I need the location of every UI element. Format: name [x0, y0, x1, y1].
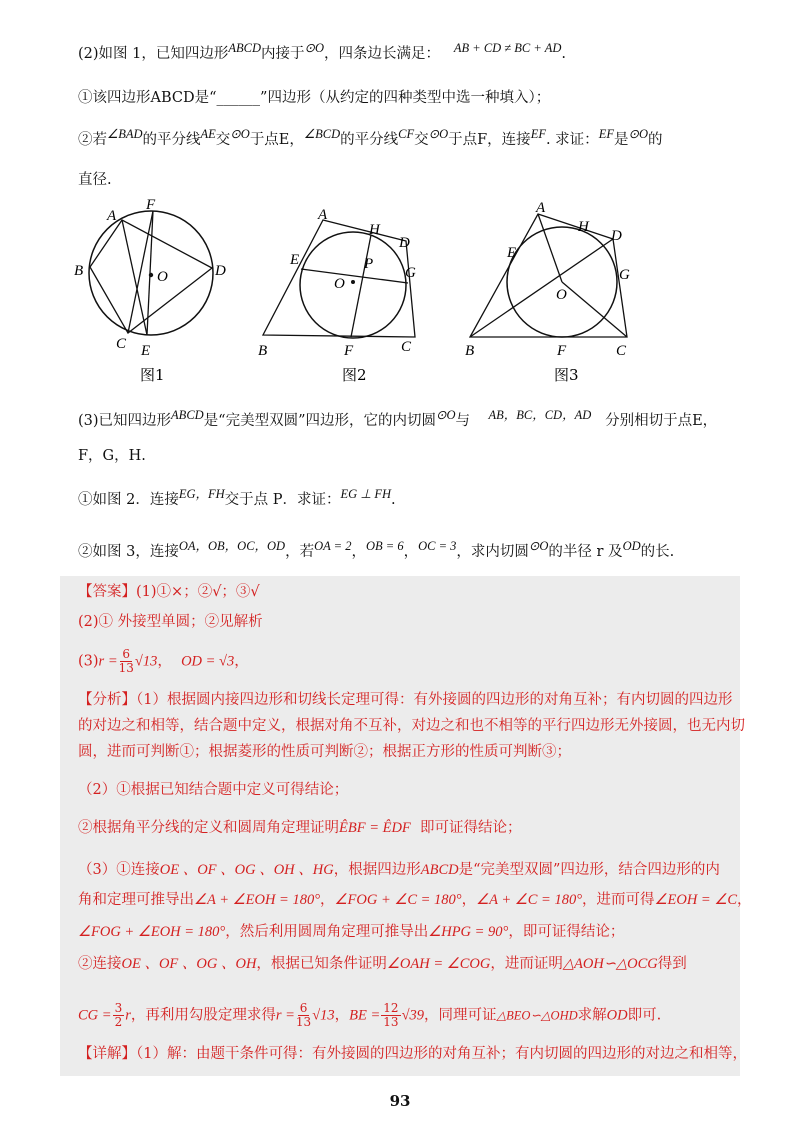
figure-3 — [465, 200, 630, 384]
fig1-label-E: E — [141, 343, 151, 359]
fig1-label-A: A — [107, 208, 117, 224]
analysis-line1: 【分析】（1）根据圆内接四边形和切线长定理可得：有外接圆的四边形的对角互补；有内切圆的四边形 — [78, 692, 733, 708]
analysis-line5: ②根据角平分线的定义和圆周角定理证明ÊBF = ÊDF 即可证得结论； — [78, 820, 522, 836]
fig1-caption: 图1 — [140, 366, 165, 384]
analysis-line3: 圆，进而可判断①；根据菱形的性质可判断②；根据正方形的性质可判断③； — [78, 744, 571, 760]
analysis-line6: （3）①连接OE 、OF 、OG 、OH 、HG，根据四边形ABCD是“完美型双圆”四边形，结合四边形的内 — [78, 862, 720, 878]
analysis-line4: （2）①根据已知结合题中定义可得结论； — [78, 782, 349, 798]
analysis-line8: ∠FOG + ∠EOH = 180°，然后利用圆周角定理可推导出∠HPG = 90°，即可证得结论； — [78, 924, 625, 940]
fraction: $\frac{3}{2}$ — [114, 1001, 123, 1029]
fig2-label-B: B — [258, 343, 268, 359]
fig2-label-G: G — [405, 265, 416, 281]
q3-sub2: ②如图 3，连接$^{OA,OB,OC,OD}$，若$^{OA = 2}$，$^{OB = 6}$，$^{OC = 3}$，求内切圆$^{⊙O}$的半径 r 及$^{OD}$的长. — [78, 539, 675, 560]
fig3-caption: 图3 — [554, 366, 579, 384]
fig3-label-H: H — [578, 219, 589, 235]
fig2-label-P: P — [364, 256, 374, 272]
fig3-label-O: O — [556, 287, 567, 303]
geometry-figures — [60, 195, 660, 395]
q3-line2: F，G，H. — [78, 448, 146, 464]
fig3-label-B: B — [465, 343, 475, 359]
fig1-label-B: B — [74, 263, 84, 279]
analysis-line11: 【详解】（1）解：由题干条件可得：有外接圆的四边形的对角互补；有内切圆的四边形的对边之和相等， — [78, 1046, 747, 1062]
answer-line3: (3)r = $\frac{6}{13}$ √13， OD = √3， — [78, 647, 249, 675]
fig3-label-G: G — [619, 267, 630, 283]
fig3-label-F: F — [557, 343, 567, 359]
fig3-label-A: A — [536, 200, 546, 216]
fig3-label-E: E — [507, 245, 517, 261]
fig2-label-D: D — [399, 235, 410, 251]
fraction: $\frac{6}{13}$ — [295, 1001, 312, 1029]
fig2-label-E: E — [290, 252, 300, 268]
q2-sub1: ①该四边形ABCD是“______”四边形（从约定的四种类型中选一种填入）； — [78, 90, 551, 106]
fig3-label-D: D — [611, 228, 622, 244]
analysis-line2: 的对边之和相等，结合题中定义，根据对角不互补，对边之和也不相等的平行四边形无外接圆，也无内切 — [78, 718, 745, 734]
figure-1 — [74, 197, 226, 384]
fig1-label-D: D — [215, 263, 226, 279]
fig3-label-C: C — [616, 343, 627, 359]
q3-line1: (3)已知四边形$^{ABCD}$是“完美型双圆”四边形，它的内切圆$^{⊙O}$与 $^{AB,BC,CD,AD}$ 分别相切于点E， — [78, 408, 718, 429]
fig2-label-A: A — [318, 207, 328, 223]
answer-line1: 【答案】(1)①×；②√；③√ — [78, 584, 260, 600]
fig1-label-O: O — [157, 269, 168, 285]
fraction: $\frac{6}{13}$ — [118, 647, 134, 675]
analysis-line9: ②连接OE 、OF 、OG 、OH，根据已知条件证明∠OAH = ∠COG，进而证明△AOH∽△OCG得到 — [78, 956, 687, 972]
fig2-label-F: F — [344, 343, 354, 359]
fig2-label-O: O — [334, 276, 345, 292]
analysis-line7: 角和定理可推导出∠A + ∠EOH = 180°，∠FOG + ∠C = 180°，∠A + ∠C = 180°，进而可得∠EOH = ∠C， — [78, 892, 752, 908]
fig2-caption: 图2 — [342, 366, 367, 384]
fig1-label-C: C — [116, 336, 127, 352]
figure-2 — [258, 207, 416, 384]
q3-sub1: ①如图 2．连接$^{EG,FH}$交于点 P．求证：$^{EG \perp FH}$. — [78, 487, 396, 508]
q2-line1: (2)如图 1，已知四边形$^{ABCD}$内接于$^{⊙O}$，四条边长满足： $^{AB + CD \ne BC + AD}$. — [78, 41, 566, 62]
q2-sub2-cont: 直径. — [78, 172, 112, 188]
fig1-label-F: F — [146, 197, 156, 213]
fig2-label-H: H — [369, 222, 380, 238]
q2-sub2: ②若$^{\angle BAD}$的平分线$^{AE}$交$^{⊙O}$于点E，$^{\angle BCD}$的平分线$^{CF}$交$^{⊙O}$于点F，连接$^{EF}$. 求证：$^{EF}$是$^{⊙O}$的 — [78, 127, 663, 148]
answer-line2: (2)① 外接型单圆；②见解析 — [78, 614, 263, 630]
analysis-line10: CG = $\frac{3}{2}$ r，再利用勾股定理求得r = $\frac{6}{13}$ √13，BE = $\frac{12}{13}$ √39，同理可证△BEO∽△OHD求解OD即可. — [78, 1001, 662, 1029]
page-number: 93 — [389, 1092, 411, 1110]
fraction: $\frac{12}{13}$ — [383, 1001, 399, 1029]
fig2-label-C: C — [401, 339, 412, 355]
